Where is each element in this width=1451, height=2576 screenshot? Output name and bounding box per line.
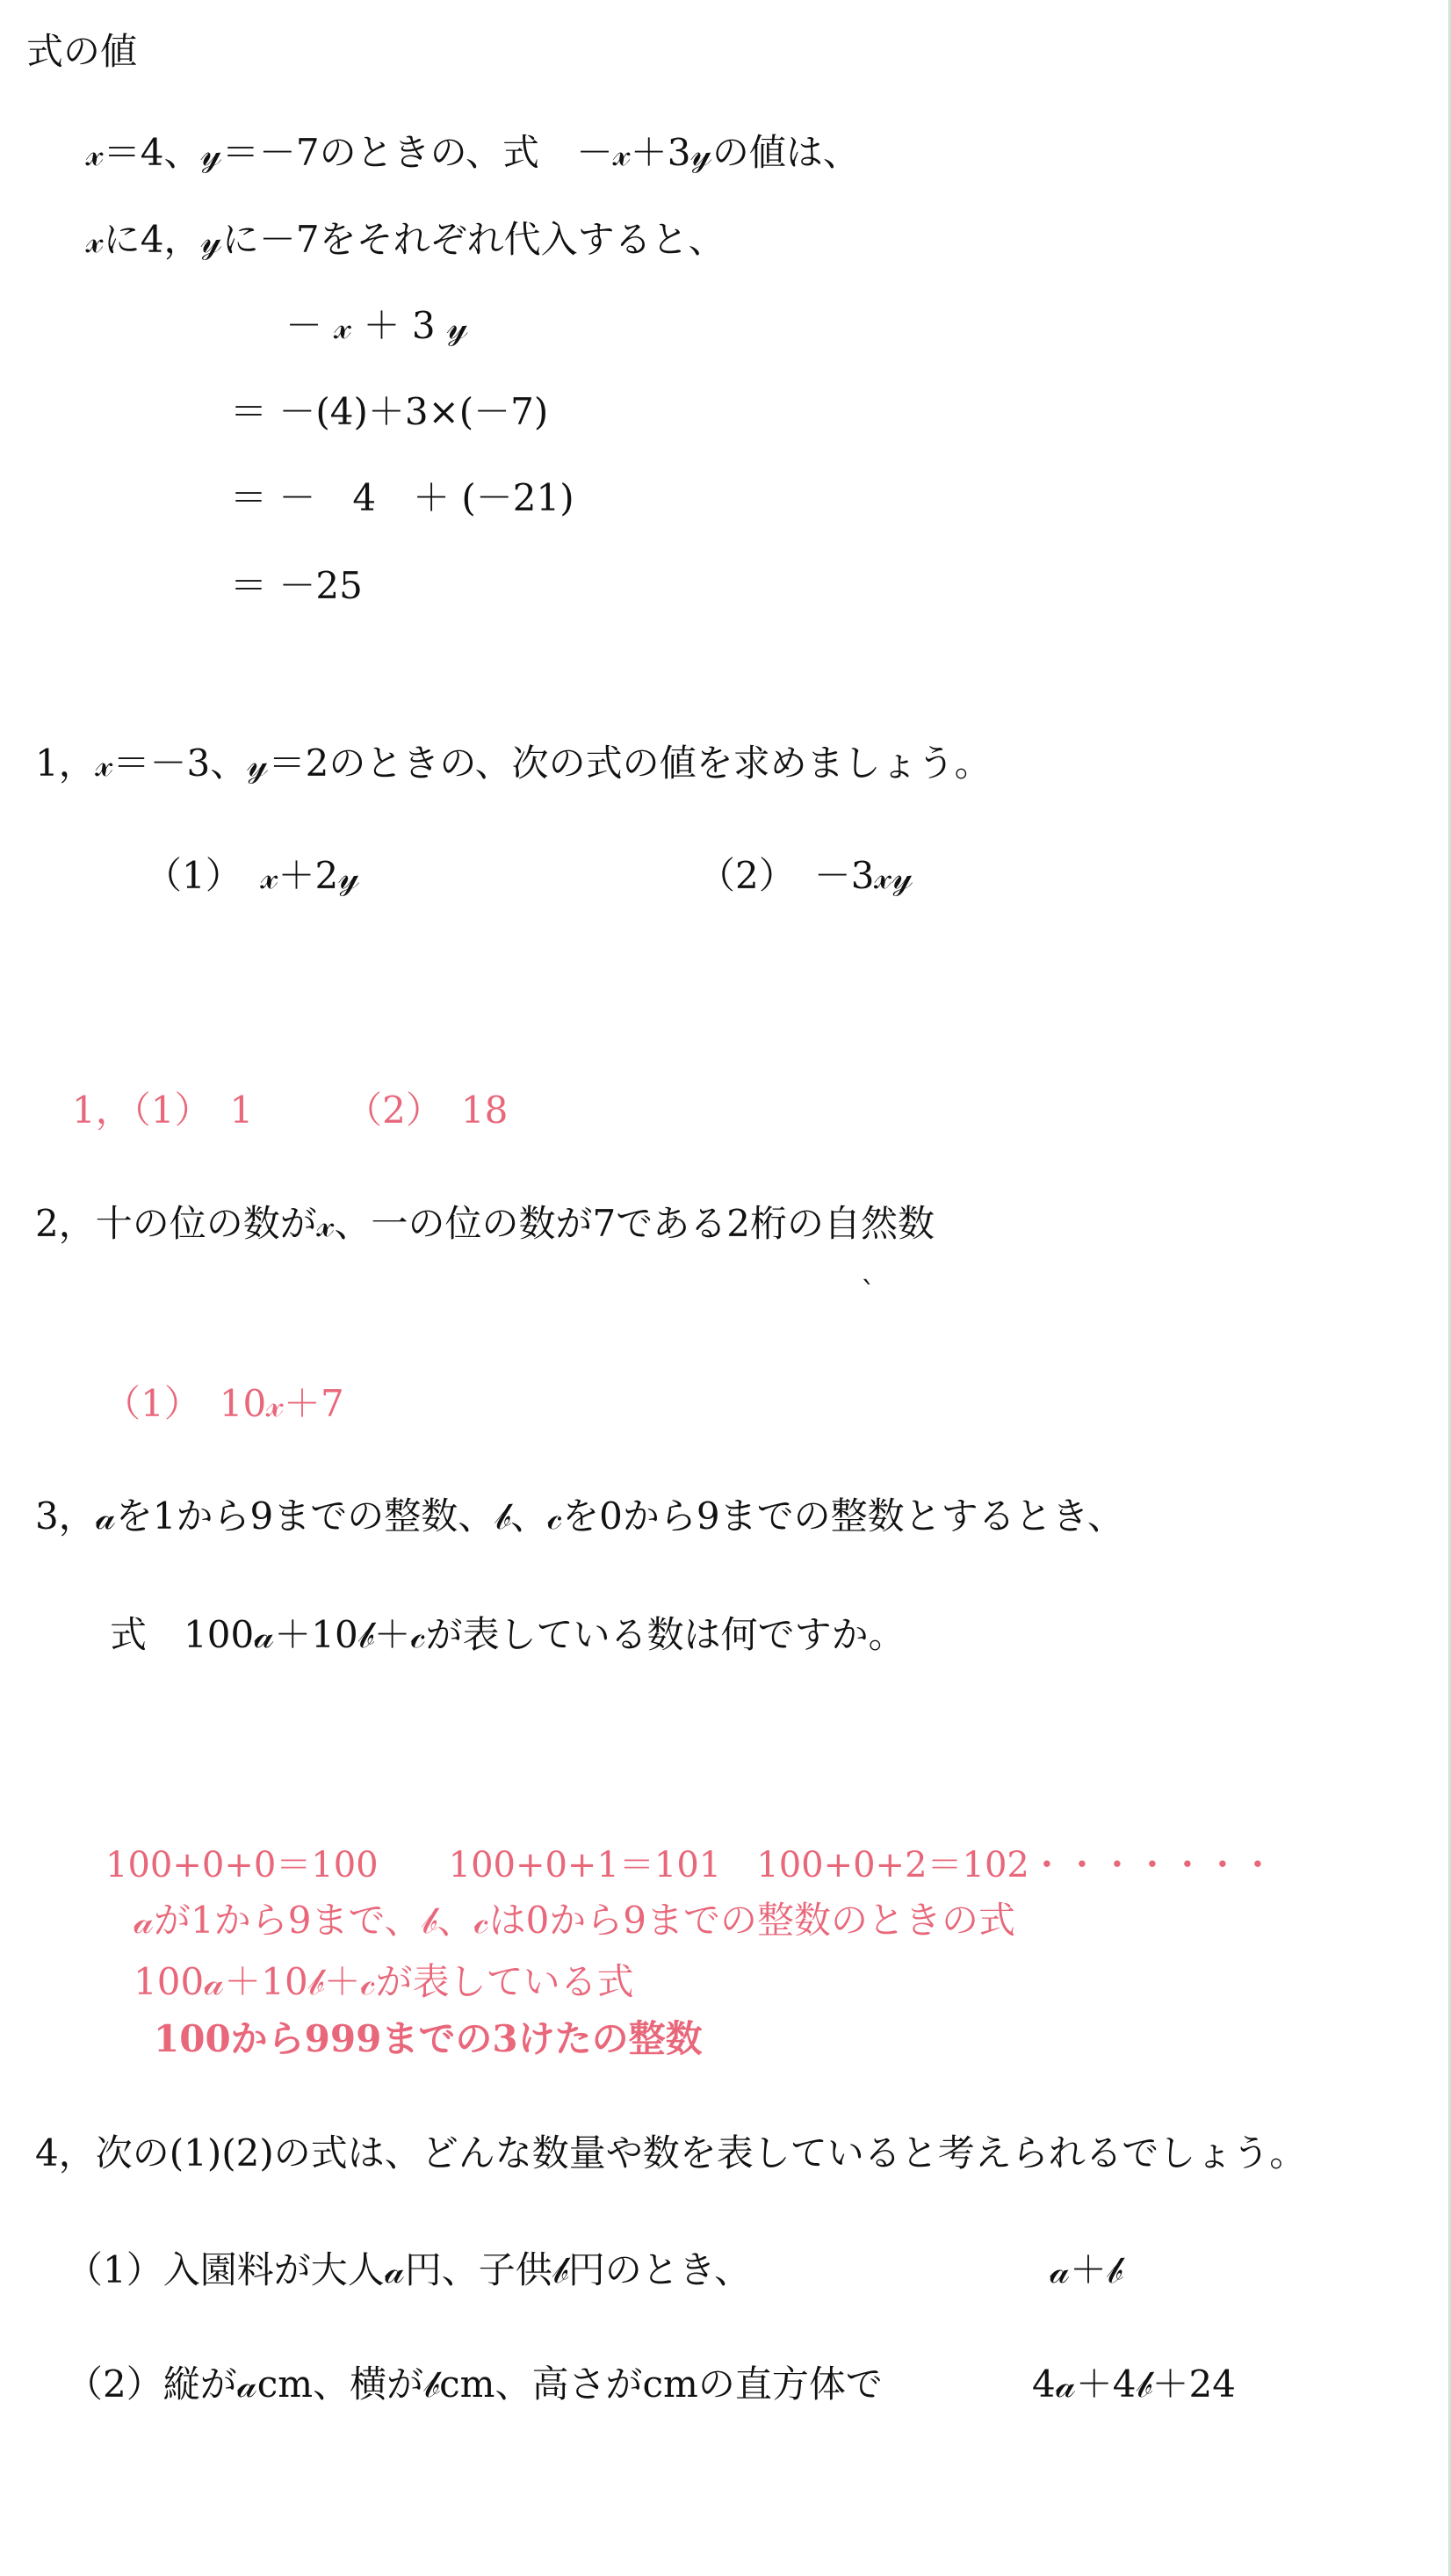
page-title: 式の値	[26, 30, 138, 73]
example-step: ＝ －25	[230, 564, 363, 607]
problem-4-statement: 4，次の(1)(2)の式は、どんな数量や数を表していると考えられるでしょう。	[35, 2131, 1307, 2174]
example-step: － 𝓍 ＋ 3 𝓎	[285, 304, 469, 347]
example-step: ＝ － 4 ＋ (－21)	[230, 476, 574, 519]
problem-3-answer-line: 100+0+0＝100 100+0+1＝101 100+0+2＝102・・・・・・・	[105, 1845, 1275, 1885]
problem-3-answer-line: 𝒶が1から9まで、𝒷、𝒸は0から9までの整数のときの式	[134, 1899, 1016, 1942]
example-statement: 𝓍＝4、𝓎＝－7のときの、式 －𝓍＋3𝓎の値は、	[86, 131, 860, 174]
example-step: ＝ －(4)＋3×(－7)	[230, 390, 549, 433]
problem-1-part-1: （1） 𝓍＋2𝓎	[145, 854, 360, 897]
problem-1-answer: 1，（1） 1 （2） 18	[72, 1089, 509, 1132]
problem-3-formula: 式 100𝒶＋10𝒷＋𝒸が表している数は何ですか。	[110, 1613, 906, 1656]
problem-4-part-2: （2）縦が𝒶cm、横が𝒷cm、高さがcmの直方体で	[66, 2363, 883, 2406]
problem-2-answer: （1） 10𝓍＋7	[104, 1382, 344, 1425]
problem-3-statement: 3，𝒶を1から9までの整数、𝒷、𝒸を0から9までの整数とするとき、	[35, 1494, 1124, 1538]
problem-4-part-2-expression: 4𝒶＋4𝒷＋24	[1032, 2363, 1236, 2406]
problem-4-part-1-expression: 𝒶＋𝒷	[1050, 2248, 1123, 2291]
problem-1-statement: 1，𝓍＝－3、𝓎＝2のときの、次の式の値を求めましょう。	[35, 742, 992, 785]
example-substitution: 𝓍に4，𝓎に－7をそれぞれ代入すると、	[86, 218, 726, 261]
problem-1-part-2: （2） －3𝓍𝓎	[698, 854, 913, 897]
problem-3-answer-line: 100𝒶＋10𝒷＋𝒸が表している式	[134, 1960, 634, 2003]
stray-mark: ˋ	[861, 1276, 876, 1311]
problem-2-statement: 2，十の位の数が𝓍、一の位の数が7である2桁の自然数	[35, 1202, 935, 1245]
problem-3-answer-line: 100から999までの3けたの整数	[154, 2017, 703, 2060]
problem-4-part-1: （1）入園料が大人𝒶円、子供𝒷円のとき、	[66, 2248, 752, 2291]
